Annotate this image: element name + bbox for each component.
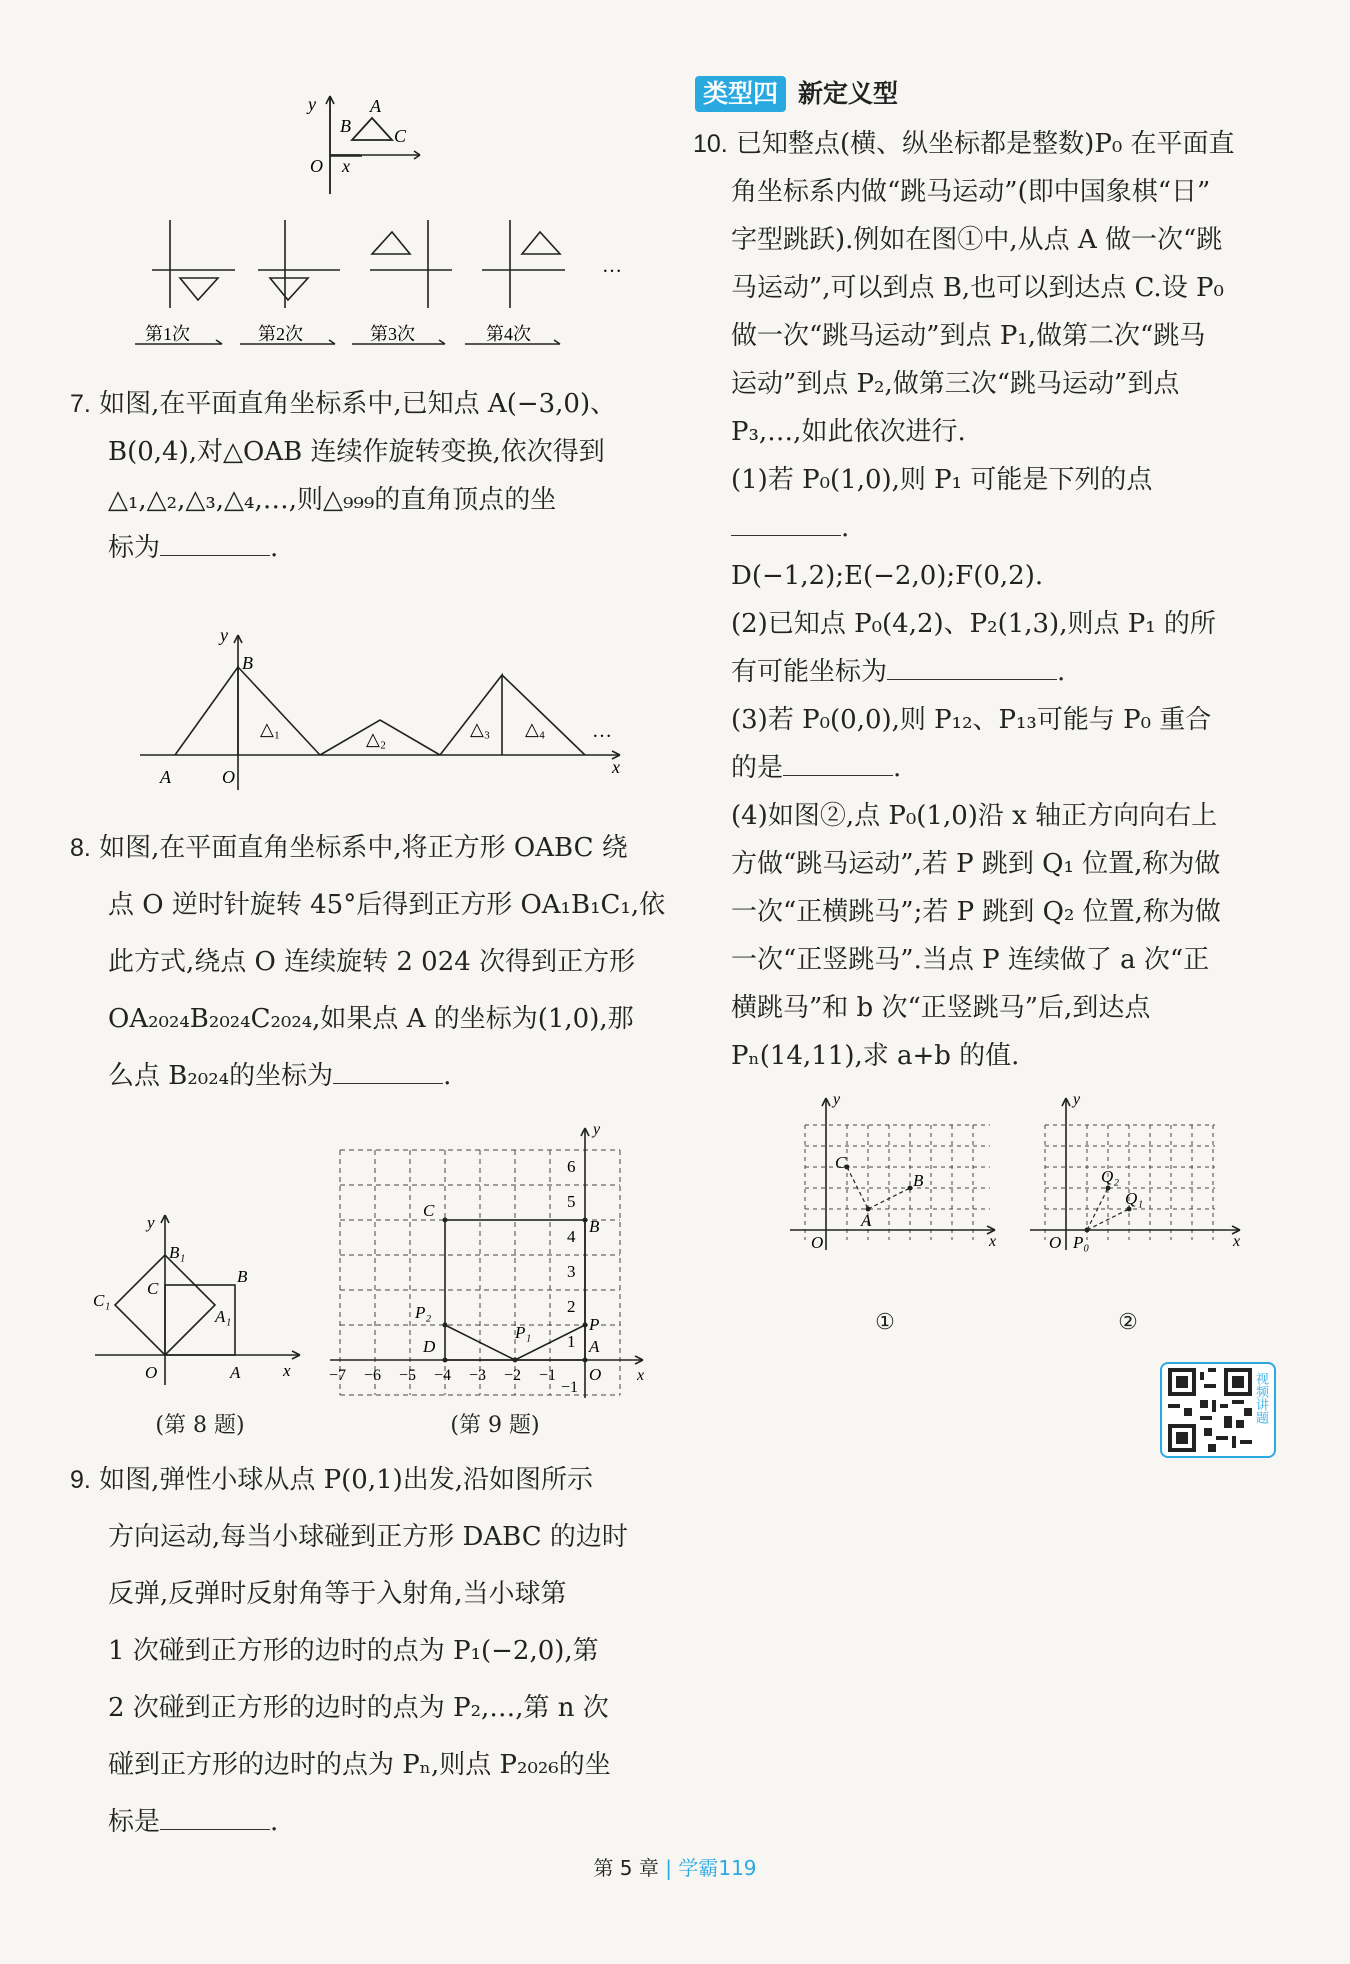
q10-part-1-options: D(−1,2);E(−2,0);F(0,2).	[731, 561, 1044, 591]
point-a: A	[589, 1337, 600, 1356]
q8-line-2: 点 O 逆时针旋转 45°后得到正方形 OA₁B₁C₁,依	[108, 890, 666, 920]
ytick-5: 5	[567, 1192, 576, 1211]
q9-end: .	[270, 1807, 279, 1837]
point-a: A	[230, 1363, 241, 1382]
section-tag: 类型四	[695, 76, 786, 112]
q7-line-1: 如图,在平面直角坐标系中,已知点 A(−3,0)、	[99, 389, 617, 419]
ytick-1: 1	[567, 1332, 576, 1351]
q10-p1-end: .	[841, 513, 850, 543]
q10-part-2: (2)已知点 P₀(4,2)、P₂(1,3),则点 P₁ 的所	[731, 609, 1216, 639]
step-2: 第2次	[258, 324, 303, 344]
q10-part-4-line-5: 横跳马”和 b 次“正竖跳马”后,到达点	[731, 993, 1151, 1023]
q10-part-4-line-4: 一次“正竖跳马”.当点 P 连续做了 a 次“正	[731, 945, 1210, 975]
q10-part-2b: 有可能坐标为	[731, 657, 888, 687]
q8-end: .	[443, 1061, 452, 1091]
answer-blank[interactable]	[887, 679, 1057, 680]
answer-blank[interactable]	[333, 1083, 443, 1084]
question-number: 8.	[70, 834, 91, 862]
page-number: 119	[718, 1856, 757, 1880]
q10-part-1: (1)若 P₀(1,0),则 P₁ 可能是下列的点	[731, 465, 1153, 495]
q10-line-5: 做一次“跳马运动”到点 P₁,做第二次“跳马	[731, 321, 1206, 351]
q8-line-5: 么点 B₂₀₂₄的坐标为	[108, 1061, 334, 1091]
point-b: B	[242, 653, 253, 673]
triangle-4: △₄	[525, 719, 546, 739]
q9-line-2: 方向运动,每当小球碰到正方形 DABC 的边时	[108, 1522, 628, 1552]
footer-separator: |	[665, 1856, 672, 1880]
xtick-m4: −4	[434, 1367, 452, 1384]
figure-q9	[325, 1120, 655, 1400]
origin-label: O	[310, 156, 323, 176]
q7-line-3: △₁,△₂,△₃,△₄,…,则△₉₉₉的直角顶点的坐	[108, 485, 557, 515]
step-3: 第3次	[370, 324, 415, 344]
question-8	[70, 820, 670, 1105]
xtick-m2: −2	[504, 1367, 522, 1384]
q9-line-7: 标是	[108, 1807, 161, 1837]
axis-y-label: y	[1073, 1091, 1081, 1108]
q10-line-6: 运动”到点 P₂,做第三次“跳马运动”到点	[731, 369, 1180, 399]
point-p: P	[589, 1315, 600, 1334]
step-1: 第1次	[145, 324, 190, 344]
axis-x-label: x	[1233, 1233, 1241, 1250]
q10-part-4-line-6: Pₙ(14,11),求 a+b 的值.	[731, 1041, 1020, 1071]
chapter-label: 第 5 章	[593, 1856, 659, 1880]
point-c: C	[423, 1201, 435, 1220]
axis-y-label: y	[220, 625, 228, 645]
figure-q7	[120, 625, 640, 795]
q10-part-4-line-3: 一次“正横跳马”;若 P 跳到 Q₂ 位置,称为做	[731, 897, 1221, 927]
question-7	[70, 380, 670, 572]
question-9	[70, 1452, 670, 1851]
origin: O	[222, 767, 235, 787]
q9-line-4: 1 次碰到正方形的边时的点为 P₁(−2,0),第	[108, 1636, 599, 1666]
point-c: C	[835, 1153, 847, 1172]
point-a: A	[160, 767, 171, 787]
qr-label: 视频讲题	[1253, 1372, 1268, 1424]
point-a: A	[861, 1211, 872, 1230]
ytick-4: 4	[567, 1227, 576, 1246]
figure-q10-1	[785, 1090, 1005, 1340]
q10-part-3: (3)若 P₀(0,0),则 P₁₂、P₁₃可能与 P₀ 重合	[731, 705, 1212, 735]
q10-line-3: 字型跳跃).例如在图①中,从点 A 做一次“跳	[731, 225, 1223, 255]
q8-line-1: 如图,在平面直角坐标系中,将正方形 OABC 绕	[99, 833, 628, 863]
point-c: C	[147, 1279, 159, 1298]
ytick-6: 6	[567, 1157, 576, 1176]
point-p0: P₀	[1073, 1233, 1090, 1252]
point-c1: C₁	[93, 1291, 111, 1310]
answer-blank[interactable]	[731, 535, 841, 536]
figure-q8	[85, 1210, 305, 1390]
xtick-m1: −1	[539, 1367, 557, 1384]
q10-line-4: 马运动”,可以到点 B,也可以到达点 C.设 P₀	[731, 273, 1224, 303]
q9-line-5: 2 次碰到正方形的边时的点为 P₂,…,第 n 次	[108, 1693, 609, 1723]
brand-name: 学霸	[678, 1856, 719, 1880]
point-d: D	[423, 1337, 436, 1356]
q9-line-6: 碰到正方形的边时的点为 Pₙ,则点 P₂₀₂₆的坐	[108, 1750, 611, 1780]
ytick-3: 3	[567, 1262, 576, 1281]
point-b: B	[589, 1217, 600, 1236]
section-header	[695, 74, 898, 112]
caption-q10-1: ①	[875, 1310, 895, 1335]
xtick-m6: −6	[364, 1367, 382, 1384]
axis-y-label: y	[308, 94, 316, 114]
answer-blank[interactable]	[783, 775, 893, 776]
question-number: 9.	[70, 1466, 91, 1494]
q10-part-4-line-1: (4)如图②,点 P₀(1,0)沿 x 轴正方向向右上	[731, 801, 1218, 831]
triangle-1: △₁	[260, 719, 281, 739]
q10-line-1: 已知整点(横、纵坐标都是整数)P₀ 在平面直	[736, 129, 1235, 159]
origin: O	[1049, 1233, 1062, 1252]
q7-line-2: B(0,4),对△OAB 连续作旋转变换,依次得到	[108, 437, 605, 467]
caption-q8: (第 8 题)	[155, 1413, 245, 1438]
ellipsis: …	[602, 255, 622, 277]
page-footer	[0, 1852, 1350, 1881]
ytick-neg1: −1	[561, 1379, 579, 1396]
qr-code-icon	[1168, 1368, 1252, 1452]
question-number: 10.	[693, 130, 728, 158]
qr-code[interactable]	[1160, 1362, 1276, 1458]
axis-x-label: x	[989, 1233, 997, 1250]
point-b: B	[237, 1267, 248, 1286]
caption-q9: (第 9 题)	[450, 1413, 540, 1438]
xtick-m7: −7	[329, 1367, 347, 1384]
xtick-m5: −5	[399, 1367, 417, 1384]
axis-y-label: y	[147, 1213, 155, 1232]
origin: O	[811, 1233, 824, 1252]
axis-x-label: x	[637, 1367, 645, 1384]
point-b: B	[913, 1171, 924, 1190]
q10-part-4-line-2: 方做“跳马运动”,若 P 跳到 Q₁ 位置,称为做	[731, 849, 1221, 879]
answer-blank[interactable]	[160, 1829, 270, 1830]
ytick-2: 2	[567, 1297, 576, 1316]
q8-line-4: OA₂₀₂₄B₂₀₂₄C₂₀₂₄,如果点 A 的坐标为(1,0),那	[108, 1004, 634, 1034]
axis-y-label: y	[833, 1091, 841, 1108]
q10-p2-end: .	[1057, 657, 1066, 687]
vertex-a: A	[370, 96, 381, 116]
triangle-2: △₂	[366, 729, 387, 749]
point-a1: A₁	[215, 1307, 232, 1326]
q7-end: .	[270, 533, 279, 563]
step-4: 第4次	[486, 324, 531, 344]
q8-line-3: 此方式,绕点 O 连续旋转 2 024 次得到正方形	[108, 947, 636, 977]
q9-line-1: 如图,弹性小球从点 P(0,1)出发,沿如图所示	[99, 1465, 594, 1495]
axis-x-label: x	[612, 757, 620, 777]
q9-line-3: 反弹,反弹时反射角等于入射角,当小球第	[108, 1579, 567, 1609]
triangle-3: △₃	[470, 719, 491, 739]
q7-line-4: 标为	[108, 533, 161, 563]
axis-x-label: x	[283, 1361, 291, 1380]
point-p2: P₂	[415, 1303, 432, 1322]
ellipsis: …	[592, 720, 612, 742]
q10-part-3b: 的是	[731, 753, 784, 783]
axis-x-label: x	[342, 156, 350, 176]
point-b1: B₁	[169, 1243, 186, 1262]
answer-blank[interactable]	[160, 555, 270, 556]
figure-rotation-sequence	[130, 90, 640, 360]
point-p1: P₁	[515, 1323, 532, 1342]
origin: O	[145, 1363, 158, 1382]
origin: O	[589, 1365, 602, 1384]
section-title: 新定义型	[798, 79, 899, 108]
point-q1: Q₁	[1125, 1189, 1144, 1208]
figure-q10-2	[1025, 1090, 1250, 1340]
vertex-b: B	[340, 116, 351, 136]
q10-p3-end: .	[893, 753, 902, 783]
question-number: 7.	[70, 390, 91, 418]
point-q2: Q₂	[1101, 1167, 1120, 1186]
q10-line-7: P₃,…,如此依次进行.	[731, 417, 966, 447]
q10-line-2: 角坐标系内做“跳马运动”(即中国象棋“日”	[731, 177, 1211, 207]
axis-y-label: y	[593, 1121, 601, 1138]
caption-q10-2: ②	[1118, 1310, 1138, 1335]
vertex-c: C	[394, 126, 407, 146]
xtick-m3: −3	[469, 1367, 487, 1384]
question-10	[693, 120, 1293, 1080]
